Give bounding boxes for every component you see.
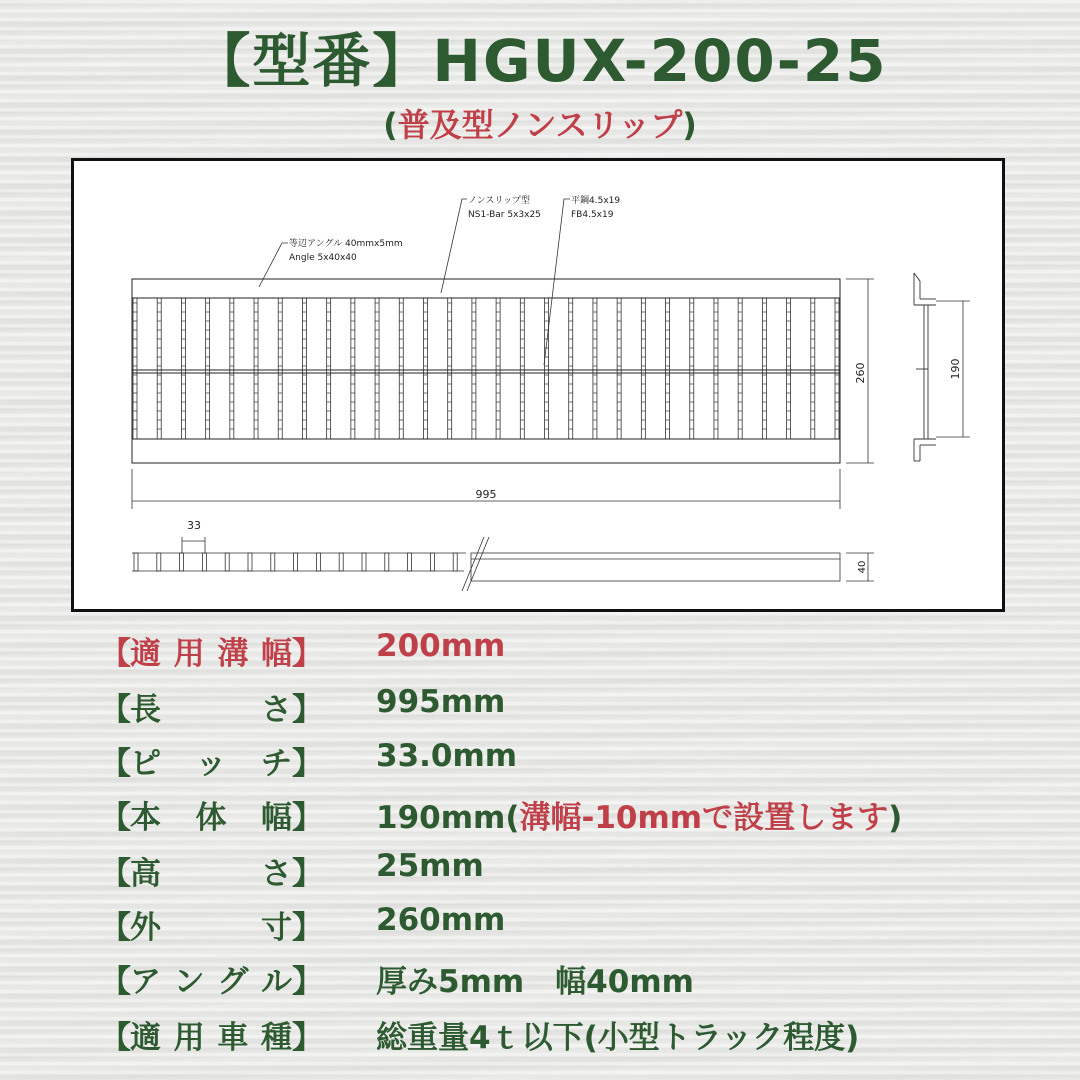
spec-value (376, 628, 505, 664)
dim-190-label: 190 (949, 358, 962, 380)
bearing-bar (569, 298, 573, 439)
spec-value (376, 1012, 859, 1057)
elevation-bar (385, 553, 389, 571)
spec-value-text: 33.0mm (376, 738, 518, 774)
label-char: 適 (130, 636, 161, 672)
bearing-bar (690, 298, 694, 439)
bearing-bar (714, 298, 718, 439)
spec-value-end: ) (888, 800, 903, 836)
label-char: チ (261, 746, 292, 782)
label-angle-2: Angle 5x40x40 (289, 253, 357, 263)
dim-995-label: 995 (475, 488, 497, 501)
spec-value-text: 190mm( (376, 800, 520, 836)
label-char: ン (173, 964, 205, 1000)
bearing-bar (423, 298, 427, 439)
label-chars (130, 684, 292, 729)
spec-label (100, 738, 322, 783)
label-char: 高 (130, 856, 161, 892)
label-char: 体 (195, 800, 227, 836)
grating-bars (133, 298, 839, 439)
spec-row (100, 628, 1040, 678)
label-chars (130, 738, 292, 783)
label-bracket-close: 】 (292, 910, 323, 946)
dim-33-label: 33 (187, 519, 201, 532)
subtitle-text: 普及型ノンスリップ (397, 106, 683, 144)
leader-flatbar (544, 199, 570, 365)
elevation-bar (362, 553, 366, 571)
elevation-bar (134, 553, 138, 571)
elevation-bar (202, 553, 206, 571)
elevation-bar (294, 553, 298, 571)
bearing-bar (496, 298, 500, 439)
bearing-bar (351, 298, 355, 439)
label-nonslip-1: ノンスリップ型 (468, 196, 531, 206)
label-bracket-close: 】 (292, 800, 323, 836)
bearing-bar (254, 298, 258, 439)
label-chars (130, 792, 292, 837)
spec-value (376, 684, 505, 720)
page-subtitle (0, 100, 1080, 146)
label-char: さ (261, 692, 292, 728)
bearing-bar (738, 298, 742, 439)
spec-row (100, 956, 1040, 1006)
label-angle-1: 等辺アングル 40mmx5mm (289, 239, 403, 249)
bearing-bar (787, 298, 791, 439)
label-bracket-close: 】 (292, 1020, 323, 1056)
spec-value (376, 902, 505, 938)
spec-value (376, 956, 694, 1001)
label-char: 適 (130, 1020, 161, 1056)
spec-value-text: 260mm (376, 902, 506, 938)
elevation-bar (180, 553, 184, 571)
spec-label (100, 628, 322, 673)
elevation-bar (453, 553, 457, 571)
bearing-bar (762, 298, 766, 439)
label-char: ア (130, 964, 161, 1000)
spec-label (100, 792, 322, 837)
bearing-bar (641, 298, 645, 439)
elevation-bar (339, 553, 343, 571)
bearing-bar (666, 298, 670, 439)
label-chars (130, 628, 292, 673)
drawing-svg (74, 161, 1002, 609)
side-profile-line (914, 273, 920, 281)
elevation-bar (157, 553, 161, 571)
spec-row (100, 684, 1040, 734)
label-char: 溝 (217, 636, 249, 672)
elevation-view (132, 553, 466, 571)
label-bracket-open: 【 (100, 910, 131, 946)
spec-value-text: 995mm (376, 684, 506, 720)
spec-value (376, 792, 902, 837)
label-chars (130, 902, 292, 947)
spec-value-text: 25mm (376, 848, 484, 884)
label-char: ル (260, 964, 292, 1000)
spec-label (100, 684, 322, 729)
bearing-bar (545, 298, 549, 439)
label-nonslip-2: NS1-Bar 5x3x25 (468, 210, 541, 220)
bearing-bar (835, 298, 839, 439)
label-bracket-open: 【 (100, 1020, 131, 1056)
bearing-bar (811, 298, 815, 439)
bearing-bar (278, 298, 282, 439)
label-char: グ (217, 964, 249, 1000)
spec-value-text: 厚み5mm 幅40mm (376, 964, 694, 1000)
subtitle-close-paren: ) (682, 106, 697, 144)
label-char: ピ (130, 746, 161, 782)
bearing-bar (593, 298, 597, 439)
label-char: さ (261, 856, 292, 892)
spec-label (100, 848, 322, 893)
label-bracket-open: 【 (100, 636, 131, 672)
bearing-bar (133, 298, 137, 439)
subtitle-open-paren: ( (383, 106, 398, 144)
bearing-bar (520, 298, 524, 439)
spec-row (100, 848, 1040, 898)
bearing-bar (302, 298, 306, 439)
elevation-bar (316, 553, 320, 571)
label-bracket-open: 【 (100, 746, 131, 782)
dim-260-label: 260 (854, 362, 867, 384)
leader-angle (259, 243, 288, 287)
spec-value (376, 848, 484, 884)
bearing-bar (448, 298, 452, 439)
spec-value (376, 738, 517, 774)
technical-drawing (71, 158, 1005, 612)
label-char: ッ (195, 746, 227, 782)
spec-value-text: 200mm (376, 628, 506, 664)
label-char: 外 (130, 910, 161, 946)
label-flatbar-1: 平鋼4.5x19 (571, 196, 621, 206)
label-char: 用 (173, 1020, 205, 1056)
elevation-bar (248, 553, 252, 571)
spec-label (100, 902, 322, 947)
label-char: 種 (260, 1020, 292, 1056)
label-bracket-close: 】 (292, 746, 323, 782)
bearing-bar (375, 298, 379, 439)
label-char: 寸 (261, 910, 292, 946)
label-char: 車 (217, 1020, 249, 1056)
bearing-bar (230, 298, 234, 439)
elevation-bar (430, 553, 434, 571)
label-bracket-close: 】 (292, 856, 323, 892)
label-char: 長 (130, 692, 161, 728)
elevation-bar (225, 553, 229, 571)
label-flatbar-2: FB4.5x19 (571, 210, 614, 220)
side-profile (914, 273, 936, 461)
label-bracket-close: 】 (292, 692, 323, 728)
label-char: 幅 (261, 800, 292, 836)
dim-40-label: 40 (857, 560, 868, 574)
label-char: 幅 (260, 636, 292, 672)
label-chars (130, 848, 292, 893)
elevation-bar (408, 553, 412, 571)
spec-value-text: 総重量4ｔ以下(小型トラック程度) (376, 1020, 860, 1056)
bearing-bar (327, 298, 331, 439)
bearing-bar (617, 298, 621, 439)
bearing-bar (472, 298, 476, 439)
bearing-bar (157, 298, 161, 439)
spec-value-note: 溝幅-10mmで設置します (519, 800, 889, 836)
break-line-2 (467, 537, 489, 591)
label-bracket-open: 【 (100, 800, 131, 836)
bearing-bar (206, 298, 210, 439)
spec-row (100, 902, 1040, 952)
spec-label (100, 956, 322, 1001)
bearing-bar (399, 298, 403, 439)
bearing-bar (181, 298, 185, 439)
spec-row (100, 738, 1040, 788)
label-bracket-open: 【 (100, 692, 131, 728)
grating-outline (132, 279, 840, 463)
label-bracket-open: 【 (100, 964, 131, 1000)
label-char: 用 (173, 636, 205, 672)
spec-label (100, 1012, 322, 1057)
break-line-1 (462, 537, 484, 591)
label-bracket-open: 【 (100, 856, 131, 892)
label-char: 本 (130, 800, 161, 836)
elevation-body (471, 553, 840, 581)
label-chars (130, 956, 292, 1001)
spec-row (100, 792, 1040, 842)
page-title: 【型番】HGUX-200-25 (192, 27, 888, 95)
label-chars (130, 1012, 292, 1057)
label-bracket-close: 】 (292, 964, 323, 1000)
label-bracket-close: 】 (292, 636, 323, 672)
spec-row (100, 1012, 1040, 1062)
elevation-bar (271, 553, 275, 571)
